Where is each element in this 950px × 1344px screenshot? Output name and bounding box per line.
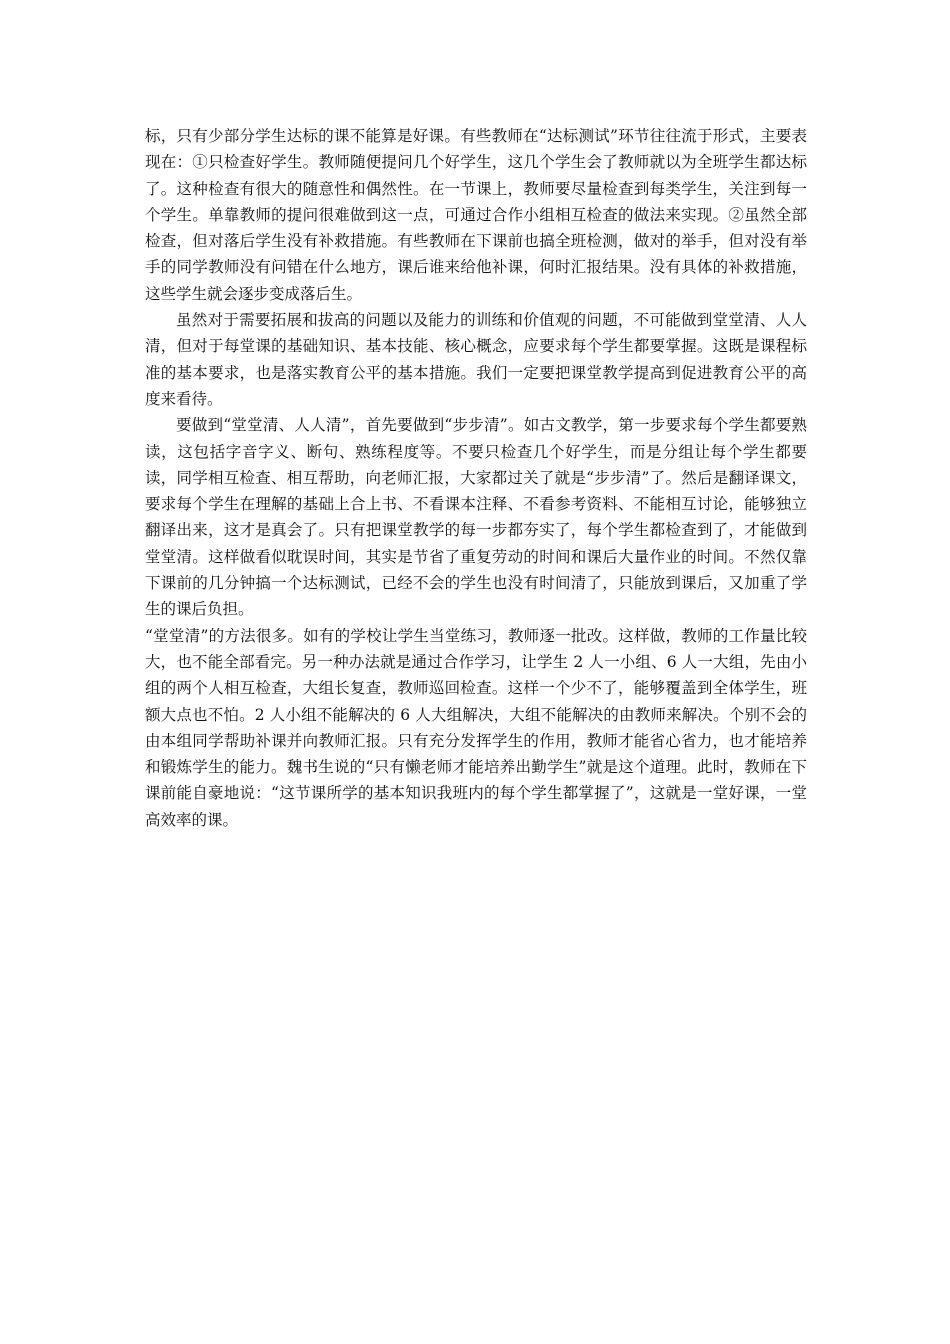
paragraph-4: “堂堂清”的方法很多。如有的学校让学生当堂练习，教师逐一批改。这样做，教师的工作量比较大，也不能全部看完。另一种办法就是通过合作学习，让学生 2 人一小组、6 人一大组，先由小组的两个人相互检查，大组长复查，教师巡回检查。这样一个少不了，能够覆盖到全体学生，班额大点也不怕。2 人小组不能解决的 6 人大组解决，大组不能解决的由教师来解决。个别不会的由本组同学帮助补课并向教师汇报。只有充分发挥学生的作用，教师才能省心省力，也才能培养和锻炼学生的能力。魏书生说的“只有懒老师才能培养出勤学生”就是这个道理。此时，教师在下课前能自豪地说：“这节课所学的基本知识我班内的每个学生都掌握了”，这就是一堂好课，一堂高效率的课。 bbox=[145, 626, 807, 829]
paragraph-2: 虽然对于需要拓展和拔高的问题以及能力的训练和价值观的问题，不可能做到堂堂清、人人清，但对于每堂课的基础知识、基本技能、核心概念，应要求每个学生都要掌握。这既是课程标准的基本要求，也是落实教育公平的基本措施。我们一定要把课堂教学提高到促进教育公平的高度来看待。 bbox=[145, 311, 807, 408]
body-text bbox=[145, 123, 807, 833]
paragraph-3: 要做到“堂堂清、人人清”，首先要做到“步步清”。如古文教学，第一步要求每个学生都要熟读，这包括字音字义、断句、熟练程度等。不要只检查几个好学生，而是分组让每个学生都要读，同学相互检查、相互帮助，向老师汇报，大家都过关了就是“步步清”了。然后是翻译课文，要求每个学生在理解的基础上合上书、不看课本注释、不看参考资料、不能相互讨论，能够独立翻译出来，这才是真会了。只有把课堂教学的每一步都夯实了，每个学生都检查到了，才能做到堂堂清。这样做看似耽误时间，其实是节省了重复劳动的时间和课后大量作业的时间。不然仅靠下课前的几分钟搞一个达标测试，已经不会的学生也没有时间清了，只能放到课后，又加重了学生的课后负担。 bbox=[145, 416, 807, 619]
paragraph-1: 标，只有少部分学生达标的课不能算是好课。有些教师在“达标测试”环节往往流于形式，主要表现在：①只检查好学生。教师随便提问几个好学生，这几个学生会了教师就以为全班学生都达标了。这种检查有很大的随意性和偶然性。在一节课上，教师要尽量检查到每类学生，关注到每一个学生。单靠教师的提问很难做到这一点，可通过合作小组相互检查的做法来实现。②虽然全部检查，但对落后学生没有补救措施。有些教师在下课前也搞全班检测，做对的举手，但对没有举手的同学教师没有问错在什么地方，课后谁来给他补课，何时汇报结果。没有具体的补救措施，这些学生就会逐步变成落后生。 bbox=[145, 127, 807, 303]
